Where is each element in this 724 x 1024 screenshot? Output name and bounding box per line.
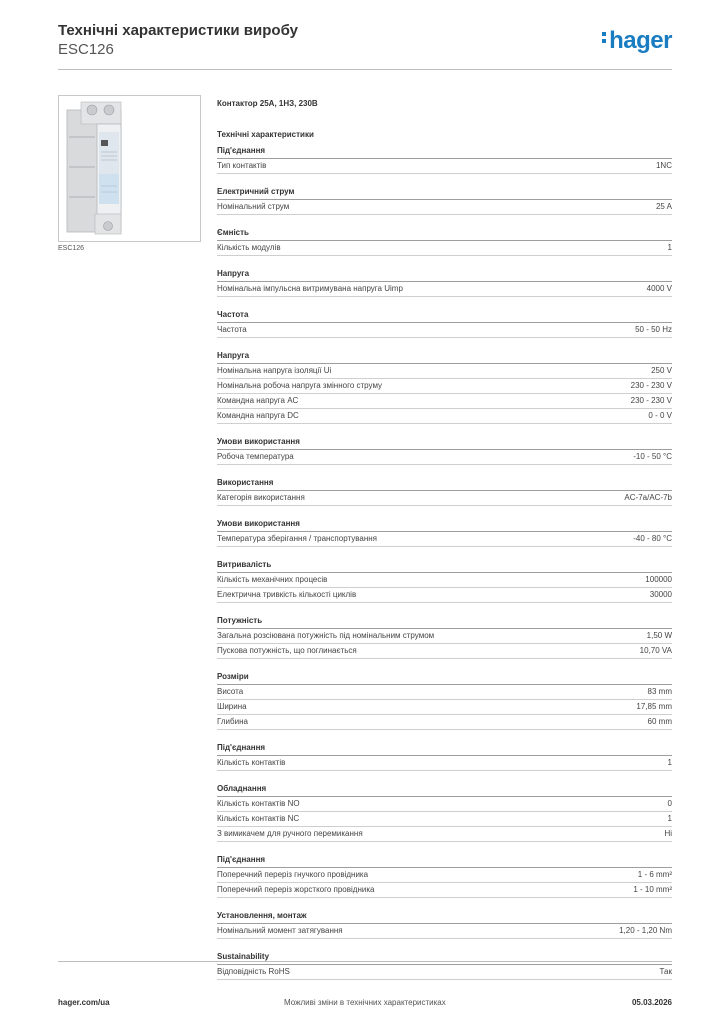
spec-group-title: Потужність: [217, 616, 672, 629]
spec-row: [217, 491, 672, 506]
page-title: Технічні характеристики виробу: [58, 22, 298, 39]
spec-group-title: Умови використання: [217, 519, 672, 532]
spec-value: 0: [667, 799, 672, 808]
spec-label: Робоча температура: [217, 452, 294, 461]
spec-value: 10,70 VA: [639, 646, 672, 655]
spec-label: Ширина: [217, 702, 247, 711]
spec-value: 1: [667, 243, 672, 252]
product-code: ESC126: [58, 41, 114, 58]
spec-group: [217, 911, 672, 939]
spec-row: [217, 200, 672, 215]
spec-content: [217, 98, 672, 980]
spec-label: Температура зберігання / транспортування: [217, 534, 378, 543]
spec-label: Загальна розсіювана потужність під номінальним струмом: [217, 631, 435, 640]
spec-row: [217, 450, 672, 465]
spec-label: Номінальний струм: [217, 202, 290, 211]
spec-group-title: Витривалість: [217, 560, 672, 573]
spec-row: [217, 588, 672, 603]
logo-dots-icon: [602, 29, 608, 46]
logo-text: hager: [609, 27, 672, 54]
spec-group-title: Частота: [217, 310, 672, 323]
spec-label: Висота: [217, 687, 244, 696]
product-image: [58, 95, 201, 242]
spec-row: [217, 532, 672, 547]
spec-group-title: Розміри: [217, 672, 672, 685]
spec-group-title: Електричний струм: [217, 187, 672, 200]
spec-group-title: Під'єднання: [217, 743, 672, 756]
spec-value: 30000: [649, 590, 672, 599]
spec-label: Поперечний переріз жорсткого провідника: [217, 885, 375, 894]
spec-label: Номінальний момент затягування: [217, 926, 343, 935]
spec-row: [217, 323, 672, 338]
spec-row: [217, 756, 672, 771]
spec-label: Відповідність RoHS: [217, 967, 290, 976]
spec-group: [217, 310, 672, 338]
spec-group: [217, 269, 672, 297]
spec-groups: [217, 146, 672, 980]
spec-group-title: Обладнання: [217, 784, 672, 797]
spec-label: Глибина: [217, 717, 248, 726]
spec-value: 25 A: [655, 202, 672, 211]
footer-note: Можливі зміни в технічних характеристиках: [284, 998, 446, 1007]
spec-value: 250 V: [651, 366, 672, 375]
spec-row: [217, 629, 672, 644]
spec-value: 83 mm: [647, 687, 672, 696]
spec-row: [217, 379, 672, 394]
spec-group: [217, 743, 672, 771]
footer-website: hager.com/ua: [58, 998, 110, 1007]
spec-label: Категорія використання: [217, 493, 305, 502]
spec-value: Ні: [664, 829, 672, 838]
spec-value: 1 - 6 mm²: [637, 870, 672, 879]
spec-value: -10 - 50 °C: [633, 452, 672, 461]
spec-label: З вимикачем для ручного перемикання: [217, 829, 363, 838]
spec-group: [217, 952, 672, 980]
spec-value: 230 - 230 V: [630, 396, 672, 405]
spec-label: Кількість контактів NO: [217, 799, 300, 808]
spec-row: [217, 409, 672, 424]
spec-label: Тип контактів: [217, 161, 267, 170]
footer-date: 05.03.2026: [631, 998, 672, 1007]
spec-group: [217, 519, 672, 547]
spec-group: [217, 187, 672, 215]
spec-group: [217, 784, 672, 842]
spec-group-title: Установлення, монтаж: [217, 911, 672, 924]
page-header: [58, 22, 672, 70]
spec-group: [217, 351, 672, 424]
spec-label: Кількість механічних процесів: [217, 575, 328, 584]
hager-logo: [602, 28, 672, 54]
spec-value: 4000 V: [646, 284, 672, 293]
spec-row: [217, 241, 672, 256]
spec-value: 50 - 50 Hz: [635, 325, 672, 334]
spec-label: Кількість модулів: [217, 243, 281, 252]
image-caption: ESC126: [58, 245, 85, 252]
spec-row: [217, 715, 672, 730]
spec-row: [217, 797, 672, 812]
spec-row: [217, 812, 672, 827]
spec-row: [217, 868, 672, 883]
spec-label: Поперечний переріз гнучкого провідника: [217, 870, 369, 879]
spec-label: Частота: [217, 325, 247, 334]
contactor-image: [59, 96, 200, 241]
spec-group: [217, 855, 672, 898]
spec-label: Пускова потужність, що поглинається: [217, 646, 357, 655]
spec-value: 1,20 - 1,20 Nm: [619, 926, 672, 935]
spec-value: 100000: [645, 575, 672, 584]
spec-value: -40 - 80 °C: [633, 534, 672, 543]
spec-group-title: Під'єднання: [217, 855, 672, 868]
spec-group-title: Напруга: [217, 269, 672, 282]
spec-row: [217, 883, 672, 898]
spec-label: Електрична тривкість кількості циклів: [217, 590, 357, 599]
specs-heading: Технічні характеристики: [217, 130, 314, 139]
spec-row: [217, 394, 672, 409]
spec-group-title: Sustainability: [217, 952, 672, 965]
spec-label: Кількість контактів: [217, 758, 286, 767]
spec-value: 1: [667, 758, 672, 767]
spec-label: Номінальна напруга ізоляції Ui: [217, 366, 332, 375]
spec-group-title: Під'єднання: [217, 146, 672, 159]
spec-label: Кількість контактів NC: [217, 814, 300, 823]
spec-group: [217, 437, 672, 465]
spec-row: [217, 282, 672, 297]
spec-group: [217, 146, 672, 174]
spec-value: 1NC: [655, 161, 672, 170]
spec-group: [217, 228, 672, 256]
spec-value: 60 mm: [647, 717, 672, 726]
spec-value: Так: [659, 967, 672, 976]
spec-value: 1,50 W: [646, 631, 672, 640]
spec-row: [217, 965, 672, 980]
product-name: Контактор 25А, 1НЗ, 230В: [217, 99, 318, 108]
spec-label: Номінальна робоча напруга змінного струму: [217, 381, 383, 390]
spec-row: [217, 573, 672, 588]
spec-group: [217, 478, 672, 506]
spec-group-title: Використання: [217, 478, 672, 491]
spec-group-title: Умови використання: [217, 437, 672, 450]
spec-group: [217, 560, 672, 603]
spec-row: [217, 644, 672, 659]
spec-row: [217, 159, 672, 174]
spec-value: 1: [667, 814, 672, 823]
spec-row: [217, 700, 672, 715]
spec-label: Номінальна імпульсна витримувана напруга Uimp: [217, 284, 403, 293]
spec-group-title: Ємність: [217, 228, 672, 241]
spec-value: 17,85 mm: [636, 702, 672, 711]
spec-label: Командна напруга AC: [217, 396, 299, 405]
spec-value: 0 - 0 V: [648, 411, 672, 420]
spec-row: [217, 685, 672, 700]
spec-group: [217, 672, 672, 730]
spec-value: 1 - 10 mm²: [633, 885, 672, 894]
spec-value: AC-7a/AC-7b: [624, 493, 672, 502]
spec-value: 230 - 230 V: [630, 381, 672, 390]
spec-row: [217, 364, 672, 379]
spec-row: [217, 924, 672, 939]
spec-row: [217, 827, 672, 842]
spec-group-title: Напруга: [217, 351, 672, 364]
spec-label: Командна напруга DC: [217, 411, 299, 420]
spec-group: [217, 616, 672, 659]
